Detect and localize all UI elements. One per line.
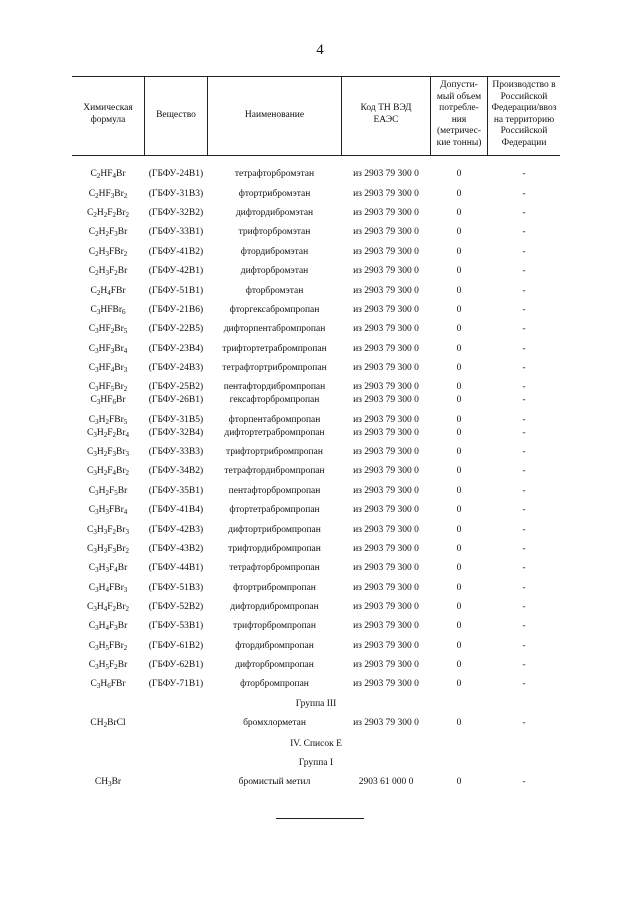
formula-cell: $C_3H_4F_3Br$ <box>88 621 128 632</box>
page-number: 4 <box>316 42 324 58</box>
code-cell: из 2903 79 300 0 <box>353 602 419 612</box>
production-cell: - <box>522 641 526 651</box>
name-cell: фторпентабромпропан <box>228 415 321 425</box>
production-cell: - <box>522 344 526 354</box>
name-cell: фторгексабромпропан <box>229 305 320 315</box>
formula-cell: $C_3H_3F_2Br_3$ <box>86 525 129 536</box>
production-cell: - <box>522 486 526 496</box>
name-cell: бромистый метил <box>238 777 311 787</box>
name-cell: пентафторбромпропан <box>228 486 321 496</box>
code-cell: из 2903 79 300 0 <box>353 169 419 179</box>
table-row <box>0 265 640 277</box>
code-cell: из 2903 79 300 0 <box>353 641 419 651</box>
name-cell: дифторпентабромпропан <box>223 324 326 334</box>
substance-cell: (ГБФУ-61В2) <box>148 641 204 651</box>
code-cell: из 2903 79 300 0 <box>353 563 419 573</box>
volume-cell: 0 <box>456 415 462 425</box>
table-row <box>0 562 640 574</box>
table-row <box>0 640 640 652</box>
substance-cell: (ГБФУ-52В2) <box>148 602 204 612</box>
formula-cell: $C_3H_3F_3Br_2$ <box>86 544 129 555</box>
name-cell: бромхлорметан <box>243 718 306 728</box>
name-cell: тетрафтордибромпропан <box>224 466 325 476</box>
production-cell: - <box>522 583 526 593</box>
code-cell: из 2903 79 300 0 <box>353 208 419 218</box>
name-cell: фторбромэтан <box>245 286 304 296</box>
name-cell: фтордибромпропан <box>235 641 314 651</box>
table-row <box>0 582 640 594</box>
substance-cell: (ГБФУ-33В1) <box>148 227 204 237</box>
production-cell: - <box>522 602 526 612</box>
volume-cell: 0 <box>456 324 462 334</box>
name-cell: дифторбромэтан <box>240 266 309 276</box>
production-cell: - <box>522 544 526 554</box>
name-cell: пентафтордибромпропан <box>223 382 326 392</box>
code-cell: из 2903 79 300 0 <box>353 305 419 315</box>
volume-cell: 0 <box>456 382 462 392</box>
substance-cell: (ГБФУ-22В5) <box>148 324 204 334</box>
substance-cell: (ГБФУ-24В3) <box>148 363 204 373</box>
substance-cell: (ГБФУ-31В3) <box>148 189 204 199</box>
volume-cell: 0 <box>456 305 462 315</box>
header-code: Код ТН ВЭД ЕАЭС <box>360 103 412 125</box>
substance-cell: (ГБФУ-35В1) <box>148 486 204 496</box>
name-cell: фторбромпропан <box>240 679 309 689</box>
code-cell: из 2903 79 300 0 <box>353 382 419 392</box>
production-cell: - <box>522 227 526 237</box>
substance-cell: (ГБФУ-71В1) <box>148 679 204 689</box>
formula-cell: $C_3H_2F_4Br_2$ <box>86 466 129 477</box>
formula-cell: $C_3H_5FBr_2$ <box>88 641 128 652</box>
production-cell: - <box>522 777 526 787</box>
table-row <box>0 168 640 180</box>
substance-cell: (ГБФУ-62В1) <box>148 660 204 670</box>
table-row <box>0 678 640 690</box>
production-cell: - <box>522 286 526 296</box>
volume-cell: 0 <box>456 563 462 573</box>
name-cell: фтортрибромэтан <box>238 189 311 199</box>
header-substance: Вещество <box>156 110 196 120</box>
table-row <box>0 246 640 258</box>
volume-cell: 0 <box>456 583 462 593</box>
volume-cell: 0 <box>456 344 462 354</box>
substance-cell: (ГБФУ-41В4) <box>148 505 204 515</box>
volume-cell: 0 <box>456 247 462 257</box>
table-row <box>0 446 640 458</box>
substance-cell: (ГБФУ-41В2) <box>148 247 204 257</box>
formula-cell: $CH_2BrCl$ <box>90 718 126 729</box>
code-cell: из 2903 79 300 0 <box>353 525 419 535</box>
substance-cell: (ГБФУ-26В1) <box>148 395 204 405</box>
name-cell: трифторбромэтан <box>238 227 311 237</box>
production-cell: - <box>522 395 526 405</box>
formula-cell: $C_3HF_3Br_4$ <box>88 344 128 355</box>
substance-cell: (ГБФУ-31В5) <box>148 415 204 425</box>
code-cell: из 2903 79 300 0 <box>353 544 419 554</box>
substance-cell: (ГБФУ-21В6) <box>148 305 204 315</box>
header-formula: Химическая формула <box>83 103 133 125</box>
name-cell: трифторбромпропан <box>233 621 316 631</box>
substance-cell: (ГБФУ-24В1) <box>148 169 204 179</box>
name-cell: тетрафторбромэтан <box>234 169 315 179</box>
table-row <box>0 381 640 393</box>
table-row <box>0 362 640 374</box>
substance-cell: (ГБФУ-33В3) <box>148 447 204 457</box>
production-cell: - <box>522 324 526 334</box>
volume-cell: 0 <box>456 641 462 651</box>
formula-cell: $C_2H_3FBr_2$ <box>88 247 128 258</box>
code-cell: из 2903 79 300 0 <box>353 660 419 670</box>
production-cell: - <box>522 415 526 425</box>
table-row <box>0 504 640 516</box>
substance-cell: (ГБФУ-32В4) <box>148 428 204 438</box>
table-row <box>0 465 640 477</box>
volume-cell: 0 <box>456 486 462 496</box>
table-row <box>0 543 640 555</box>
code-cell: из 2903 79 300 0 <box>353 324 419 334</box>
volume-cell: 0 <box>456 777 462 787</box>
volume-cell: 0 <box>456 208 462 218</box>
formula-cell: $C_2HF_4Br$ <box>90 169 126 180</box>
formula-cell: $C_3H_4FBr_3$ <box>88 583 128 594</box>
group-i-title: Группа I <box>298 758 334 768</box>
name-cell: дифтортрибромпропан <box>228 525 321 535</box>
code-cell: из 2903 79 300 0 <box>353 428 419 438</box>
table-row <box>0 343 640 355</box>
table-row <box>0 659 640 671</box>
volume-cell: 0 <box>456 189 462 199</box>
formula-cell: $C_3HF_5Br_2$ <box>88 382 128 393</box>
formula-cell: $C_2HF_3Br_2$ <box>88 189 128 200</box>
code-cell: из 2903 79 300 0 <box>353 447 419 457</box>
volume-cell: 0 <box>456 266 462 276</box>
formula-cell: $C_3H_6FBr$ <box>90 679 126 690</box>
production-cell: - <box>522 660 526 670</box>
volume-cell: 0 <box>456 602 462 612</box>
volume-cell: 0 <box>456 621 462 631</box>
production-cell: - <box>522 466 526 476</box>
code-cell: из 2903 79 300 0 <box>353 363 419 373</box>
name-cell: фтортрибромпропан <box>233 583 316 593</box>
table-row <box>0 188 640 200</box>
volume-cell: 0 <box>456 447 462 457</box>
production-cell: - <box>522 428 526 438</box>
name-cell: дифтордибромпропан <box>230 602 319 612</box>
volume-cell: 0 <box>456 544 462 554</box>
formula-cell: $C_3H_3F_4Br$ <box>88 563 128 574</box>
table-row <box>0 485 640 497</box>
volume-cell: 0 <box>456 660 462 670</box>
name-cell: дифтортетрабромпропан <box>224 428 325 438</box>
substance-cell: (ГБФУ-43В2) <box>148 544 204 554</box>
volume-cell: 0 <box>456 505 462 515</box>
production-cell: - <box>522 247 526 257</box>
code-cell: из 2903 79 300 0 <box>353 621 419 631</box>
production-cell: - <box>522 621 526 631</box>
group-iii-title: Группа III <box>295 699 337 709</box>
name-cell: фтордибромэтан <box>240 247 309 257</box>
table-row <box>0 226 640 238</box>
formula-cell: $C_3HF_2Br_5$ <box>88 324 128 335</box>
substance-cell: (ГБФУ-23В4) <box>148 344 204 354</box>
code-cell: из 2903 79 300 0 <box>353 466 419 476</box>
code-cell: из 2903 79 300 0 <box>353 395 419 405</box>
volume-cell: 0 <box>456 466 462 476</box>
table-row <box>0 601 640 613</box>
production-cell: - <box>522 382 526 392</box>
header-name: Наименование <box>244 110 305 120</box>
volume-cell: 0 <box>456 428 462 438</box>
substance-cell: (ГБФУ-44В1) <box>148 563 204 573</box>
formula-cell: $C_3H_4F_2Br_2$ <box>86 602 129 613</box>
formula-cell: $C_3H_2FBr_5$ <box>88 415 128 426</box>
production-cell: - <box>522 679 526 689</box>
production-cell: - <box>522 189 526 199</box>
substance-cell: (ГБФУ-42В3) <box>148 525 204 535</box>
list-e-title: IV. Список Е <box>290 739 342 749</box>
substance-cell: (ГБФУ-53В1) <box>148 621 204 631</box>
table-row <box>0 207 640 219</box>
volume-cell: 0 <box>456 363 462 373</box>
table-row <box>0 304 640 316</box>
volume-cell: 0 <box>456 679 462 689</box>
formula-cell: $C_3H_5F_2Br$ <box>88 660 128 671</box>
header-production: Производство в Российской Федерации/ввоз на территорию Российской Федерации <box>491 80 557 148</box>
table-row <box>0 620 640 632</box>
formula-cell: $C_2H_2F_3Br$ <box>88 227 128 238</box>
formula-cell: $C_3H_3FBr_4$ <box>88 505 128 516</box>
name-cell: дифторбромпропан <box>235 660 314 670</box>
production-cell: - <box>522 305 526 315</box>
name-cell: тетрафторбромпропан <box>229 563 320 573</box>
code-cell: из 2903 79 300 0 <box>353 344 419 354</box>
table-row <box>0 414 640 426</box>
name-cell: трифтордибромпропан <box>228 544 321 554</box>
code-cell: из 2903 79 300 0 <box>353 266 419 276</box>
formula-cell: $C_3H_2F_5Br$ <box>88 486 128 497</box>
name-cell: трифтортетрабромпропан <box>222 344 327 354</box>
name-cell: тетрафтортрибромпропан <box>222 363 327 373</box>
code-cell: 2903 61 000 0 <box>358 777 414 787</box>
formula-cell: $C_2H_2F_2Br_2$ <box>86 208 129 219</box>
production-cell: - <box>522 169 526 179</box>
footer-rule <box>276 818 364 819</box>
code-cell: из 2903 79 300 0 <box>353 189 419 199</box>
production-cell: - <box>522 266 526 276</box>
volume-cell: 0 <box>456 169 462 179</box>
table-row <box>0 285 640 297</box>
table-row <box>0 776 640 788</box>
name-cell: дифтордибромэтан <box>235 208 314 218</box>
formula-cell: $CH_3Br$ <box>94 777 122 788</box>
production-cell: - <box>522 363 526 373</box>
table-row <box>0 427 640 439</box>
code-cell: из 2903 79 300 0 <box>353 505 419 515</box>
production-cell: - <box>522 525 526 535</box>
volume-cell: 0 <box>456 395 462 405</box>
substance-cell: (ГБФУ-25В2) <box>148 382 204 392</box>
formula-cell: $C_3H_2F_3Br_3$ <box>86 447 129 458</box>
substance-cell: (ГБФУ-51В1) <box>148 286 204 296</box>
table-row <box>0 394 640 406</box>
production-cell: - <box>522 718 526 728</box>
formula-cell: $C_3HF_4Br_3$ <box>88 363 128 374</box>
code-cell: из 2903 79 300 0 <box>353 415 419 425</box>
volume-cell: 0 <box>456 286 462 296</box>
name-cell: фтортетрабромпропан <box>229 505 320 515</box>
name-cell: трифтортрибромпропан <box>226 447 323 457</box>
code-cell: из 2903 79 300 0 <box>353 718 419 728</box>
volume-cell: 0 <box>456 227 462 237</box>
table-row <box>0 323 640 335</box>
code-cell: из 2903 79 300 0 <box>353 286 419 296</box>
production-cell: - <box>522 563 526 573</box>
production-cell: - <box>522 447 526 457</box>
header-volume: Допусти-мый объем потребле-ния (метричес-кие тонны) <box>436 80 482 148</box>
formula-cell: $C_3H_2F_2Br_4$ <box>86 428 129 439</box>
formula-cell: $C_3HF_6Br$ <box>90 395 126 406</box>
substance-cell: (ГБФУ-32В2) <box>148 208 204 218</box>
production-cell: - <box>522 208 526 218</box>
production-cell: - <box>522 505 526 515</box>
formula-cell: $C_3HFBr_6$ <box>90 305 126 316</box>
substance-cell: (ГБФУ-42В1) <box>148 266 204 276</box>
code-cell: из 2903 79 300 0 <box>353 583 419 593</box>
code-cell: из 2903 79 300 0 <box>353 227 419 237</box>
code-cell: из 2903 79 300 0 <box>353 679 419 689</box>
formula-cell: $C_2H_4FBr$ <box>90 286 126 297</box>
volume-cell: 0 <box>456 525 462 535</box>
code-cell: из 2903 79 300 0 <box>353 486 419 496</box>
table-row <box>0 717 640 729</box>
formula-cell: $C_2H_3F_2Br$ <box>88 266 128 277</box>
name-cell: гексафторбромпропан <box>229 395 320 405</box>
substance-cell: (ГБФУ-34В2) <box>148 466 204 476</box>
table-row <box>0 524 640 536</box>
code-cell: из 2903 79 300 0 <box>353 247 419 257</box>
volume-cell: 0 <box>456 718 462 728</box>
substance-cell: (ГБФУ-51В3) <box>148 583 204 593</box>
